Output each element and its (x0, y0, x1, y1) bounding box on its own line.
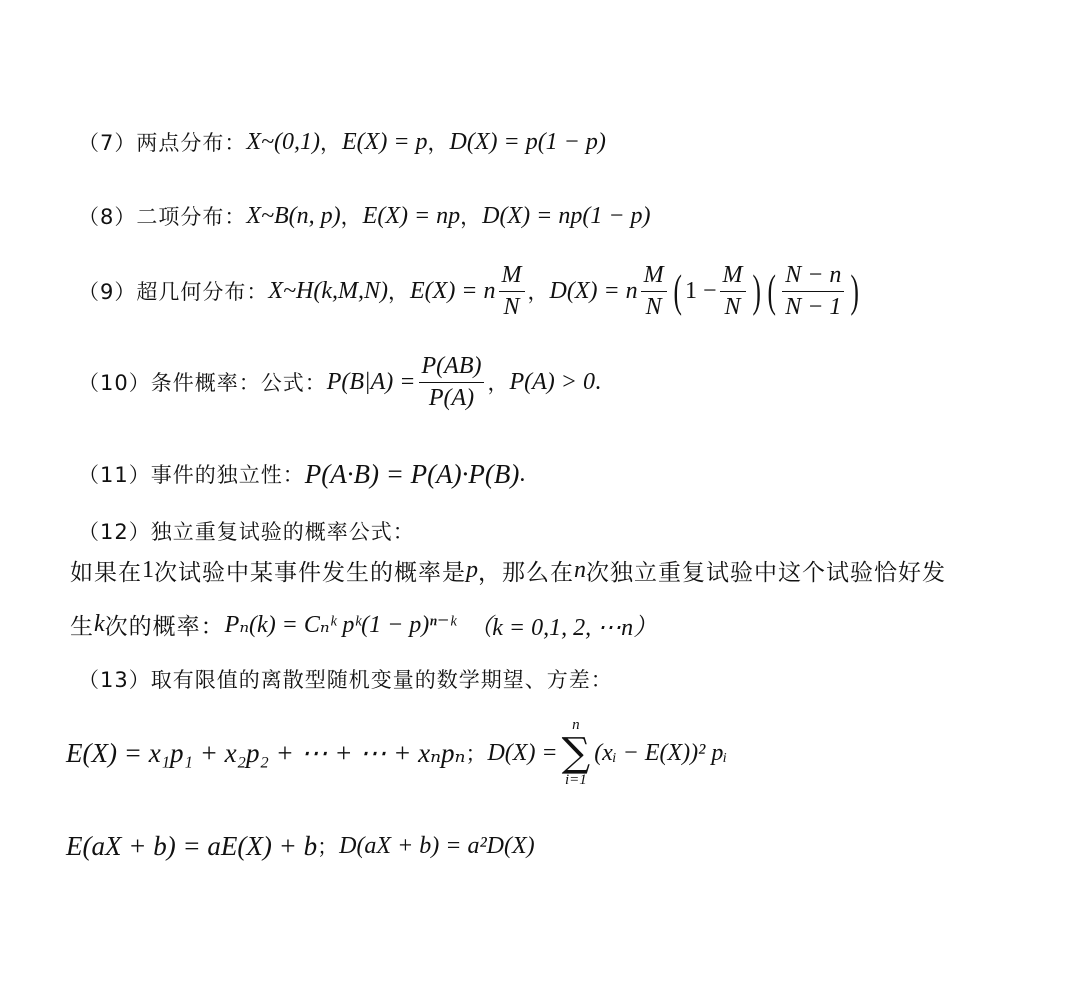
item-10-sep: ， (487, 371, 510, 395)
summation (562, 718, 591, 788)
item-7-formula-2: E(X) = p (342, 128, 428, 155)
item-9-d-lhs: D(X) = n (549, 277, 638, 304)
item-13-formula-line-1 (66, 718, 727, 788)
item-9 (78, 258, 863, 324)
item-9-one-minus: 1 − (685, 277, 717, 304)
item-8-label: （8）二项分布： (78, 205, 247, 229)
item-7-sep-2: ， (427, 131, 450, 155)
item-7-sep-1: ， (320, 131, 343, 155)
item-12-text-f: 次的概率： (104, 613, 225, 640)
item-13-e-formula: E(X) = x₁p₁ + x₂p₂ + ⋯ + ⋯ + xₙpₙ (66, 737, 466, 768)
item-12-text-a: 如果在 (70, 559, 142, 586)
item-9-fraction (499, 262, 525, 320)
item-13-sep-2: ； (317, 835, 340, 859)
item-9-d-fraction (641, 262, 667, 320)
item-10-condition: P(A) > 0 (509, 368, 595, 395)
item-12-n: n (574, 556, 586, 583)
item-10-fraction-num: P(AB) (419, 353, 485, 382)
item-12-label-line (78, 514, 415, 548)
item-11-end: . (519, 460, 526, 487)
left-paren: ( (673, 265, 682, 316)
item-9-d-fraction-den: N (645, 293, 662, 320)
item-10-label: （10）条件概率：公式： (78, 371, 327, 395)
right-paren: ) (751, 265, 761, 316)
item-9-sep-2: ， (527, 280, 550, 304)
item-9-fraction-2 (782, 262, 844, 320)
item-9-fraction-den: N (503, 293, 520, 320)
item-9-fraction-num: M (499, 262, 525, 291)
item-9-inner-fraction-num: M (720, 262, 746, 291)
item-12-p: p (466, 556, 478, 583)
item-12-text-d: 次独立重复试验中这个试验恰好发 (586, 559, 946, 586)
sum-lower-limit: i=1 (565, 772, 587, 788)
item-13-d-lhs: D(X) = (487, 739, 558, 766)
item-7-label: （7）两点分布： (78, 131, 247, 155)
item-7 (78, 122, 606, 162)
item-8-formula-3: D(X) = np(1 − p) (482, 202, 651, 229)
item-13-sep: ； (465, 742, 488, 766)
item-8-sep-2: ， (460, 205, 483, 229)
item-8-sep-1: ， (340, 205, 363, 229)
item-11-formula: P(A·B) = P(A)·P(B) (304, 458, 520, 489)
item-9-fraction-2-den: N − 1 (785, 293, 842, 320)
item-9-inner-fraction (720, 262, 746, 320)
item-9-formula-1: X~H(k,M,N) (268, 277, 388, 304)
item-8-formula-1: X~B(n, p) (246, 202, 341, 229)
item-8 (78, 196, 651, 236)
item-12-one: 1 (142, 556, 154, 583)
item-13-label: （13）取有限值的离散型随机变量的数学期望、方差： (78, 668, 613, 692)
item-13-linear-d: D(aX + b) = a²D(X) (339, 832, 535, 859)
item-13-formula-line-2 (66, 826, 535, 866)
item-12-text-line-1 (70, 552, 946, 588)
item-9-d-fraction-num: M (641, 262, 667, 291)
item-9-fraction-2-num: N − n (782, 262, 844, 291)
item-10 (78, 345, 601, 419)
item-12-k: k (94, 610, 105, 637)
item-8-formula-2: E(X) = np (362, 202, 461, 229)
item-9-label: （9）超几何分布： (78, 280, 269, 304)
item-12-text-b: 次试验中某事件发生的概率是 (154, 559, 466, 586)
item-10-fraction (419, 353, 485, 411)
sum-upper-limit: n (572, 717, 580, 733)
item-12-text-c: ，那么在 (478, 559, 574, 586)
item-9-e-lhs: E(X) = n (410, 277, 496, 304)
item-10-end: . (594, 368, 601, 395)
item-12-text-e: 生 (70, 613, 94, 640)
right-paren: ) (850, 265, 860, 316)
item-13-d-rhs: (xᵢ − E(X))² pᵢ (594, 739, 728, 766)
item-10-fraction-den: P(A) (428, 384, 475, 411)
item-12-text-line-2 (70, 604, 657, 644)
item-12-formula: Pₙ(k) = Cₙᵏ pᵏ(1 − p)ⁿ⁻ᵏ (224, 611, 457, 638)
item-13-label-line (78, 662, 613, 696)
item-9-sep-1: ， (388, 280, 410, 304)
item-10-lhs: P(B|A) = (326, 368, 416, 395)
item-12-range: （k = 0,1, 2, ⋯n） (468, 614, 658, 641)
item-12-label: （12）独立重复试验的概率公式： (78, 520, 415, 544)
item-13-linear-e: E(aX + b) = aE(X) + b (66, 830, 318, 861)
item-9-inner-fraction-den: N (724, 293, 741, 320)
item-11 (78, 454, 525, 494)
sigma-icon: ∑ (561, 730, 591, 776)
item-7-formula-3: D(X) = p(1 − p) (449, 128, 606, 155)
item-7-formula-1: X~(0,1) (246, 128, 321, 155)
item-11-label: （11）事件的独立性： (78, 463, 305, 487)
left-paren: ( (767, 265, 776, 316)
